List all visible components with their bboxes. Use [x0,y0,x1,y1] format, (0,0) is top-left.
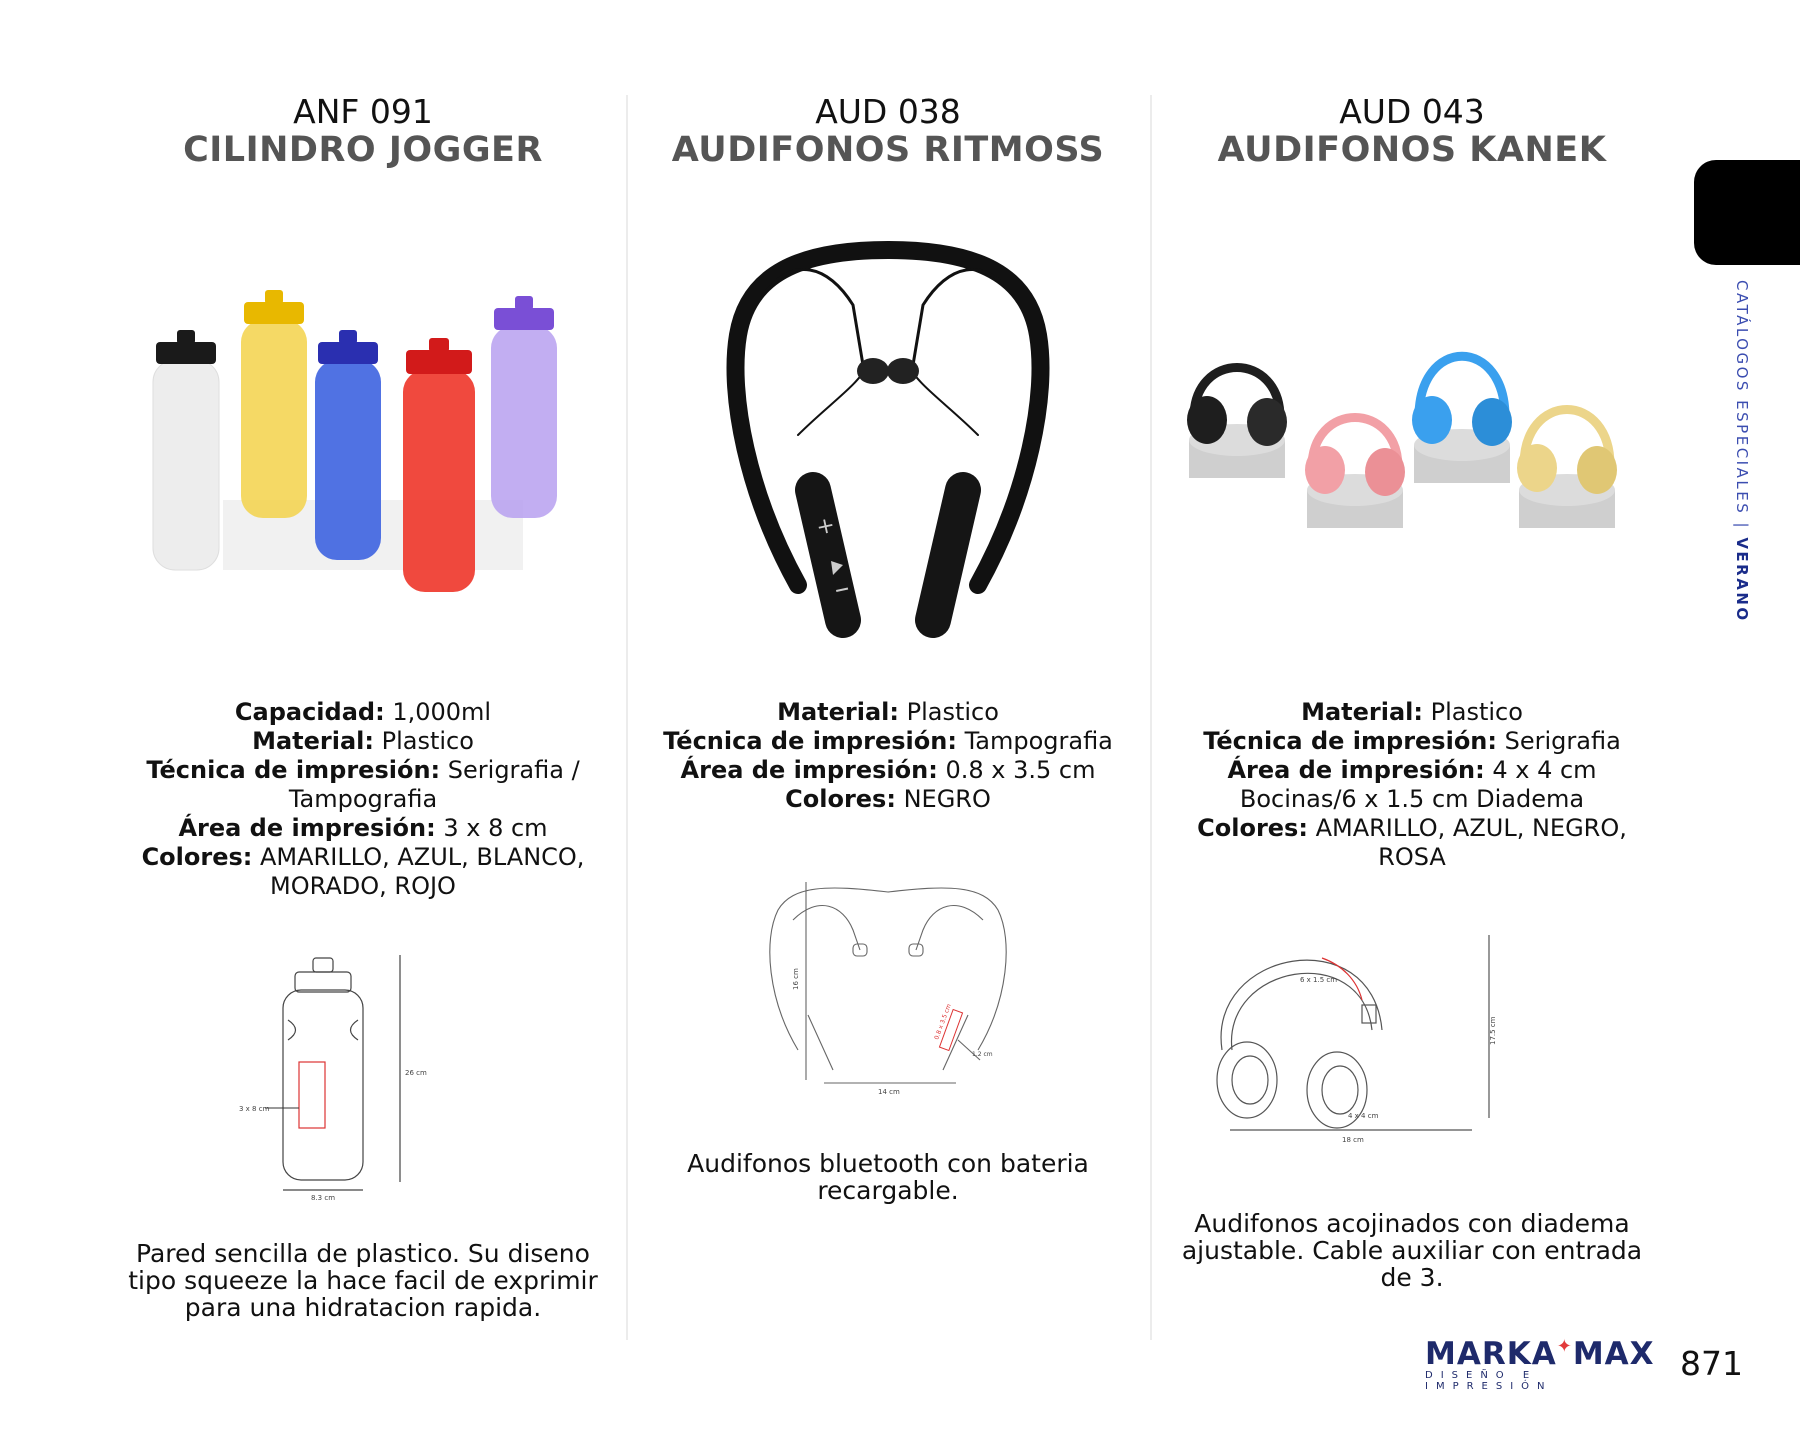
bottle-white [153,330,219,570]
headphone-yellow [1517,410,1617,529]
sketch-label-area: 0.8 x 3.5 cm [933,1003,953,1041]
product-description: Audifonos acojinados con diadema ajustable. Cable auxiliar con entrada de 3. [1181,1209,1643,1292]
bottle-dimension-sketch [103,950,623,1200]
catalog-tab [1694,160,1800,265]
spec-technique: Técnica de impresión: Tampografia [663,727,1113,755]
product-card-aud043 [1152,0,1672,1436]
product-description: Audifonos bluetooth con bateria recargable. [687,1149,1089,1205]
spec-print-area-cont: Bocinas/6 x 1.5 cm Diadema [1239,785,1585,813]
product-code: AUD 043 [1339,92,1485,131]
spec-colors-cont: ROSA [1378,843,1446,871]
spec-print-area: Área de impresión: 0.8 x 3.5 cm [680,756,1096,784]
product-photo-headphones [1152,310,1672,550]
sketch-label-band: 6 x 1.5 cm [1300,976,1338,984]
spec-print-area: Área de impresión: 3 x 8 cm [178,814,548,842]
spec-colors: Colores: AMARILLO, AZUL, BLANCO, [141,843,585,871]
product-code: ANF 091 [293,92,433,131]
catalog-section-label: CATÁLOGOS ESPECIALES | VERANO [1733,280,1751,623]
headphone-dimension-sketch [1152,930,1672,1150]
product-photo-bottles [103,280,623,630]
spec-material: Material: Plastico [1301,698,1523,726]
bottle-blue [315,330,381,560]
headphone-pink [1305,418,1405,529]
product-card-anf091 [103,0,623,1436]
product-card-aud038 [628,0,1148,1436]
bottle-purple [491,296,557,518]
sketch-label-height: 16 cm [792,968,800,990]
product-name: AUDIFONOS RITMOSS [671,130,1105,170]
spec-colors: Colores: NEGRO [785,785,991,813]
brand-logo: MARKA✦MAX DISEÑO E IMPRESIÓN [1425,1336,1655,1392]
page-number: 871 [1680,1344,1743,1383]
sketch-label-side: 1.2 cm [972,1051,993,1058]
headphone-blue [1412,356,1512,483]
bottle-yellow [241,290,307,518]
product-code: AUD 038 [815,92,961,131]
product-specs [103,698,623,901]
spec-technique: Técnica de impresión: Serigrafia / [146,756,580,784]
sketch-label-cup: 4 x 4 cm [1348,1112,1379,1120]
product-name: CILINDRO JOGGER [183,130,543,170]
spec-technique: Técnica de impresión: Serigrafia [1203,727,1621,755]
sketch-label-height: 26 cm [405,1069,427,1077]
spec-colors: Colores: AMARILLO, AZUL, NEGRO, [1197,814,1627,842]
spec-material: Material: Plastico [252,727,474,755]
product-name: AUDIFONOS KANEK [1217,130,1607,170]
spec-colors-cont: MORADO, ROJO [270,872,456,900]
svg-text:+: + [814,512,838,541]
spec-capacity: Capacidad: 1,000ml [234,698,492,726]
spec-material: Material: Plastico [777,698,999,726]
bottle-red [403,338,475,592]
sketch-label-width: 14 cm [878,1088,900,1096]
spec-technique-cont: Tampografia [288,785,438,813]
neckband-dimension-sketch [628,880,1148,1100]
sketch-label-width: 8.3 cm [311,1194,336,1200]
product-specs [1152,698,1672,872]
sketch-label-area: 3 x 8 cm [239,1105,270,1113]
headphone-black [1187,368,1287,479]
product-photo-neckband [628,235,1148,645]
sketch-label-height: 17.5 cm [1489,1016,1497,1045]
product-specs [628,698,1148,814]
spec-print-area: Área de impresión: 4 x 4 cm [1227,756,1597,784]
product-description: Pared sencilla de plastico. Su diseno tipo squeeze la hace facil de exprimir para una hidratacion rapida. [128,1239,598,1322]
sketch-label-width: 18 cm [1342,1136,1364,1144]
